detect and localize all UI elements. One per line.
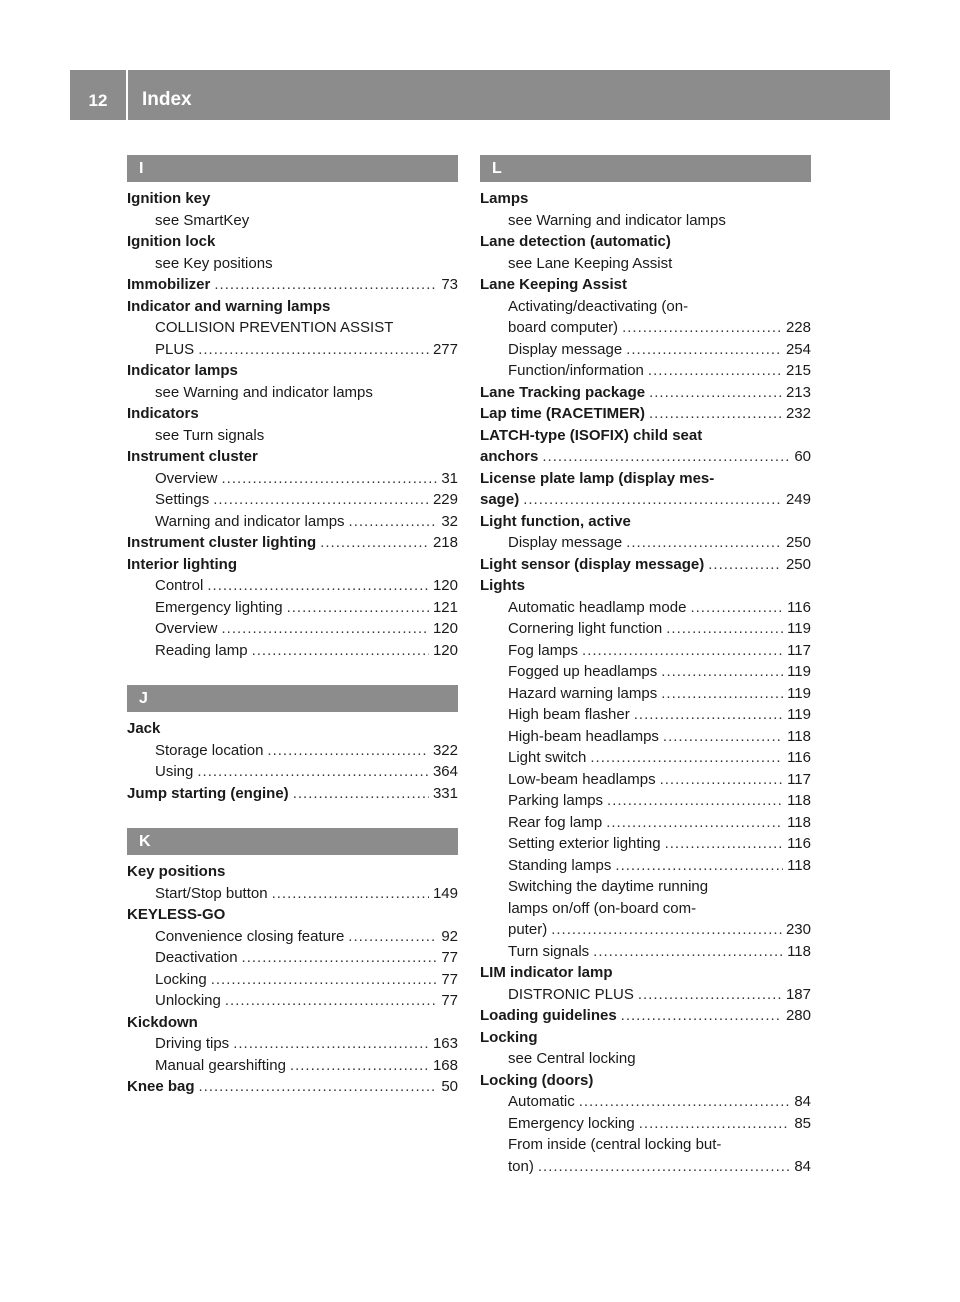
index-entry: [480, 575, 811, 597]
page-reference: 213: [785, 383, 811, 401]
entry-text: Jump starting (engine): [127, 784, 289, 802]
section-letter-k: K: [127, 828, 458, 855]
entry-text: Convenience closing feature: [155, 927, 345, 945]
dot-leader: [607, 790, 783, 812]
index-subentry: [480, 855, 811, 877]
index-entry: [480, 489, 811, 511]
index-subentry: [127, 969, 458, 991]
page-reference: 119: [787, 663, 811, 680]
entry-text: see Turn signals: [155, 426, 265, 444]
index-subentry: [127, 382, 458, 404]
dot-leader: [198, 339, 429, 361]
index-entry: [127, 861, 458, 883]
index-entry: [127, 403, 458, 425]
entry-text: Instrument cluster: [127, 448, 258, 465]
entry-text: Locking: [480, 1028, 538, 1046]
entry-text: Ignition lock: [127, 233, 216, 250]
dot-leader: [634, 704, 783, 726]
index-entry: [127, 1076, 458, 1098]
index-entry: [480, 468, 811, 490]
dot-leader: [197, 761, 429, 783]
dot-leader: [293, 783, 429, 805]
dot-leader: [225, 990, 437, 1012]
index-entry: [480, 446, 811, 468]
dot-leader: [349, 511, 438, 533]
index-subentry: [480, 941, 811, 963]
index-entry: [480, 511, 811, 533]
dot-leader: [207, 575, 429, 597]
section-letter-j: J: [127, 685, 458, 712]
index-entry: [480, 382, 811, 404]
entry-text: Control: [155, 577, 204, 594]
entry-text: Activating/deactivating (on-: [508, 297, 689, 315]
entry-text: see Warning and indicator lamps: [155, 383, 373, 401]
index-subentry: [127, 990, 458, 1012]
entry-text: board computer): [508, 319, 619, 336]
entry-text: Light sensor (display message): [480, 555, 705, 573]
entry-text: Using: [155, 763, 194, 780]
entry-text: Display message: [508, 534, 623, 551]
dot-leader: [690, 597, 783, 619]
entry-text: Manual gearshifting: [155, 1056, 286, 1074]
entry-text: Turn signals: [508, 942, 590, 960]
index-entry: [127, 1012, 458, 1034]
entry-text: Rear fog lamp: [508, 813, 603, 831]
dot-leader: [649, 382, 782, 404]
index-subentry: [127, 489, 458, 511]
entry-text: DISTRONIC PLUS: [508, 985, 634, 1003]
index-entry: [127, 231, 458, 253]
entry-text: Setting exterior lighting: [508, 835, 661, 852]
dot-leader: [648, 360, 782, 382]
entry-text: Parking lamps: [508, 792, 604, 809]
index-subentry: [480, 984, 811, 1006]
index-entry: [127, 783, 458, 805]
section-l-entries: [480, 188, 811, 1177]
index-subentry: [480, 683, 811, 705]
page-reference: 229: [432, 491, 458, 508]
index-subentry: [480, 597, 811, 619]
index-subentry: [480, 661, 811, 683]
entry-text: Lamps: [480, 190, 529, 207]
page-reference: 119: [787, 620, 811, 637]
entry-text: Immobilizer: [127, 276, 211, 293]
index-subentry: [127, 597, 458, 619]
index-subentry: [127, 511, 458, 533]
page-reference: 32: [441, 512, 458, 530]
index-subentry: [480, 253, 811, 275]
entry-text: Low-beam headlamps: [508, 770, 656, 788]
index-subentry: [480, 812, 811, 834]
entry-text: Kickdown: [127, 1013, 198, 1031]
entry-text: Jack: [127, 720, 161, 737]
page-reference: 92: [441, 927, 458, 945]
index-subentry: [480, 898, 811, 920]
index-subentry: [127, 339, 458, 361]
page-reference: 119: [787, 684, 811, 702]
dot-leader: [639, 1113, 791, 1135]
section-letter-l: L: [480, 155, 811, 182]
dot-leader: [666, 618, 783, 640]
index-subentry: [127, 947, 458, 969]
index-entry: [480, 1070, 811, 1092]
entry-text: Fogged up headlamps: [508, 663, 658, 680]
dot-leader: [660, 769, 783, 791]
index-subentry: [480, 747, 811, 769]
entry-text: Overview: [155, 469, 218, 487]
entry-text: Lane Tracking package: [480, 383, 646, 401]
index-entry: [127, 360, 458, 382]
index-subentry: [480, 339, 811, 361]
index-column-right: [480, 155, 811, 1177]
page-reference: 118: [787, 792, 811, 809]
entry-text: COLLISION PREVENTION ASSIST: [155, 319, 394, 336]
page-reference: 121: [432, 598, 458, 616]
dot-leader: [290, 1055, 429, 1077]
page-reference: 230: [785, 921, 811, 938]
page-number: 12: [88, 91, 108, 110]
page-reference: 250: [785, 555, 811, 573]
dot-leader: [708, 554, 782, 576]
entry-text: see Lane Keeping Assist: [508, 254, 673, 272]
page-reference: 228: [785, 319, 811, 336]
dot-leader: [348, 926, 437, 948]
entry-text: Key positions: [127, 863, 226, 880]
entry-text: Start/Stop button: [155, 884, 268, 902]
dot-leader: [211, 969, 438, 991]
entry-text: sage): [480, 491, 520, 508]
index-subentry: [480, 1113, 811, 1135]
entry-text: Light switch: [508, 749, 587, 766]
entry-text: PLUS: [155, 340, 195, 358]
index-subentry: [127, 1055, 458, 1077]
page-reference: 77: [441, 970, 458, 988]
entry-text: Overview: [155, 620, 218, 637]
index-entry: [127, 554, 458, 576]
page-header: [70, 70, 890, 120]
dot-leader: [638, 984, 782, 1006]
index-subentry: [480, 1156, 811, 1178]
entry-text: High beam flasher: [508, 706, 630, 723]
page-reference: 85: [794, 1114, 811, 1132]
dot-leader: [233, 1033, 429, 1055]
entry-text: Display message: [508, 340, 623, 358]
entry-text: Automatic headlamp mode: [508, 598, 687, 616]
page-reference: 117: [787, 641, 811, 659]
entry-text: From inside (central locking but-: [508, 1136, 722, 1153]
index-subentry: [480, 1134, 811, 1156]
section-k-entries: [127, 861, 458, 1098]
entry-text: Cornering light function: [508, 620, 663, 637]
dot-leader: [523, 489, 782, 511]
dot-leader: [579, 1091, 791, 1113]
page-reference: 60: [794, 448, 811, 465]
dot-leader: [665, 833, 783, 855]
page-reference: 322: [432, 741, 458, 759]
index-subentry: [480, 1091, 811, 1113]
entry-text: anchors: [480, 448, 539, 465]
entry-text: Indicator lamps: [127, 362, 238, 379]
dot-leader: [593, 941, 783, 963]
page-reference: 120: [432, 620, 458, 637]
index-entry: [127, 274, 458, 296]
entry-text: Driving tips: [155, 1035, 230, 1052]
section-j-entries: [127, 718, 458, 804]
entry-text: Settings: [155, 491, 210, 508]
entry-text: LATCH-type (ISOFIX) child seat: [480, 426, 703, 444]
entry-text: ton): [508, 1157, 534, 1175]
page-reference: 116: [787, 598, 811, 616]
index-subentry: [127, 740, 458, 762]
index-subentry: [480, 833, 811, 855]
index-entry: [127, 188, 458, 210]
entry-text: KEYLESS-GO: [127, 906, 226, 923]
page-reference: 50: [441, 1078, 458, 1095]
entry-text: Instrument cluster lighting: [127, 534, 317, 551]
index-entry: [127, 904, 458, 926]
dot-leader: [649, 403, 782, 425]
entry-text: License plate lamp (display mes-: [480, 469, 715, 487]
header-divider: [126, 70, 128, 120]
index-subentry: [480, 640, 811, 662]
index-subentry: [480, 1048, 811, 1070]
index-subentry: [480, 296, 811, 318]
entry-text: Unlocking: [155, 992, 221, 1009]
dot-leader: [661, 683, 783, 705]
entry-text: Lights: [480, 577, 525, 594]
entry-text: Interior lighting: [127, 555, 237, 573]
index-subentry: [127, 253, 458, 275]
index-subentry: [480, 618, 811, 640]
page-reference: 163: [432, 1035, 458, 1052]
entry-text: see SmartKey: [155, 211, 250, 229]
entry-text: lamps on/off (on-board com-: [508, 899, 697, 917]
page-reference: 118: [787, 856, 811, 874]
index-subentry: [127, 926, 458, 948]
index-subentry: [480, 769, 811, 791]
dot-leader: [626, 532, 782, 554]
page-reference: 277: [432, 340, 458, 358]
dot-leader: [267, 740, 429, 762]
entry-text: Reading lamp: [155, 641, 248, 659]
dot-leader: [287, 597, 429, 619]
page-reference: 187: [785, 985, 811, 1003]
index-entry: [480, 188, 811, 210]
entry-text: Switching the daytime running: [508, 878, 709, 895]
dot-leader: [542, 446, 790, 468]
entry-text: Indicator and warning lamps: [127, 297, 331, 315]
index-subentry: [480, 726, 811, 748]
dot-leader: [622, 317, 782, 339]
page-reference: 118: [787, 942, 811, 960]
index-subentry: [480, 704, 811, 726]
index-entry: [480, 274, 811, 296]
dot-leader: [606, 812, 783, 834]
entry-text: puter): [508, 921, 548, 938]
entry-text: Emergency lighting: [155, 598, 283, 616]
page-reference: 84: [794, 1157, 811, 1175]
dot-leader: [320, 532, 429, 554]
entry-text: Deactivation: [155, 949, 238, 966]
index-entry: [127, 718, 458, 740]
dot-leader: [199, 1076, 438, 1098]
page-reference: 250: [785, 534, 811, 551]
index-subentry: [127, 883, 458, 905]
entry-text: Fog lamps: [508, 641, 579, 659]
dot-leader: [222, 618, 429, 640]
dot-leader: [590, 747, 783, 769]
page-reference: 280: [785, 1007, 811, 1024]
entry-text: see Key positions: [155, 254, 273, 272]
index-column-left: [127, 155, 458, 1098]
page-reference: 31: [441, 469, 458, 487]
entry-text: LIM indicator lamp: [480, 964, 613, 981]
index-subentry: [480, 790, 811, 812]
index-subentry: [127, 640, 458, 662]
entry-text: Light function, active: [480, 512, 631, 530]
entry-text: Automatic: [508, 1093, 575, 1110]
index-entry: [480, 1005, 811, 1027]
entry-text: Knee bag: [127, 1078, 195, 1095]
dot-leader: [661, 661, 783, 683]
index-subentry: [127, 575, 458, 597]
page-reference: 119: [787, 706, 811, 723]
section-letter-i: I: [127, 155, 458, 182]
entry-text: Storage location: [155, 741, 264, 759]
index-subentry: [127, 1033, 458, 1055]
page-reference: 215: [785, 362, 811, 379]
entry-text: Loading guidelines: [480, 1007, 617, 1024]
page-reference: 116: [787, 835, 811, 852]
index-subentry: [127, 210, 458, 232]
page-reference: 77: [441, 949, 458, 966]
entry-text: see Central locking: [508, 1050, 636, 1067]
dot-leader: [213, 489, 429, 511]
entry-text: Locking: [155, 970, 207, 988]
index-entry: [480, 554, 811, 576]
page-reference: 120: [432, 641, 458, 659]
dot-leader: [551, 919, 782, 941]
dot-leader: [252, 640, 429, 662]
section-i-entries: [127, 188, 458, 661]
entry-text: Lane Keeping Assist: [480, 276, 627, 293]
page-reference: 120: [432, 577, 458, 594]
entry-text: see Warning and indicator lamps: [508, 211, 726, 229]
page-reference: 116: [787, 749, 811, 766]
index-entry: [480, 425, 811, 447]
page-reference: 149: [432, 884, 458, 902]
entry-text: Standing lamps: [508, 856, 612, 874]
index-subentry: [480, 360, 811, 382]
entry-text: Warning and indicator lamps: [155, 512, 345, 530]
index-entry: [480, 403, 811, 425]
entry-text: Lap time (RACETIMER): [480, 405, 645, 422]
index-subentry: [480, 876, 811, 898]
page-reference: 117: [787, 770, 811, 788]
index-subentry: [480, 532, 811, 554]
dot-leader: [272, 883, 429, 905]
page-reference: 77: [441, 992, 458, 1009]
page-reference: 73: [441, 276, 458, 293]
index-subentry: [480, 919, 811, 941]
dot-leader: [615, 855, 783, 877]
page-reference: 254: [785, 340, 811, 358]
page-reference: 232: [785, 405, 811, 422]
page-reference: 331: [432, 784, 458, 802]
entry-text: Ignition key: [127, 190, 211, 207]
page-title: Index: [142, 89, 192, 110]
page-reference: 249: [785, 491, 811, 508]
index-subentry: [127, 468, 458, 490]
page-reference: 168: [432, 1056, 458, 1074]
dot-leader: [538, 1156, 790, 1178]
dot-leader: [663, 726, 783, 748]
index-subentry: [127, 618, 458, 640]
dot-leader: [621, 1005, 782, 1027]
index-entry: [480, 231, 811, 253]
page-reference: 84: [794, 1093, 811, 1110]
page-reference: 118: [787, 727, 811, 745]
page-reference: 118: [787, 813, 811, 831]
entry-text: High-beam headlamps: [508, 727, 659, 745]
dot-leader: [222, 468, 438, 490]
index-entry: [480, 1027, 811, 1049]
index-subentry: [480, 317, 811, 339]
entry-text: Emergency locking: [508, 1114, 635, 1132]
dot-leader: [242, 947, 438, 969]
index-entry: [480, 962, 811, 984]
index-entry: [127, 446, 458, 468]
page-reference: 364: [432, 763, 458, 780]
page-reference: 218: [432, 534, 458, 551]
entry-text: Indicators: [127, 405, 199, 422]
index-entry: [127, 296, 458, 318]
entry-text: Function/information: [508, 362, 644, 379]
dot-leader: [214, 274, 437, 296]
dot-leader: [626, 339, 782, 361]
entry-text: Lane detection (automatic): [480, 233, 671, 250]
dot-leader: [582, 640, 783, 662]
index-subentry: [127, 425, 458, 447]
index-subentry: [127, 317, 458, 339]
index-subentry: [127, 761, 458, 783]
index-subentry: [480, 210, 811, 232]
entry-text: Hazard warning lamps: [508, 684, 658, 702]
entry-text: Locking (doors): [480, 1071, 594, 1089]
index-entry: [127, 532, 458, 554]
